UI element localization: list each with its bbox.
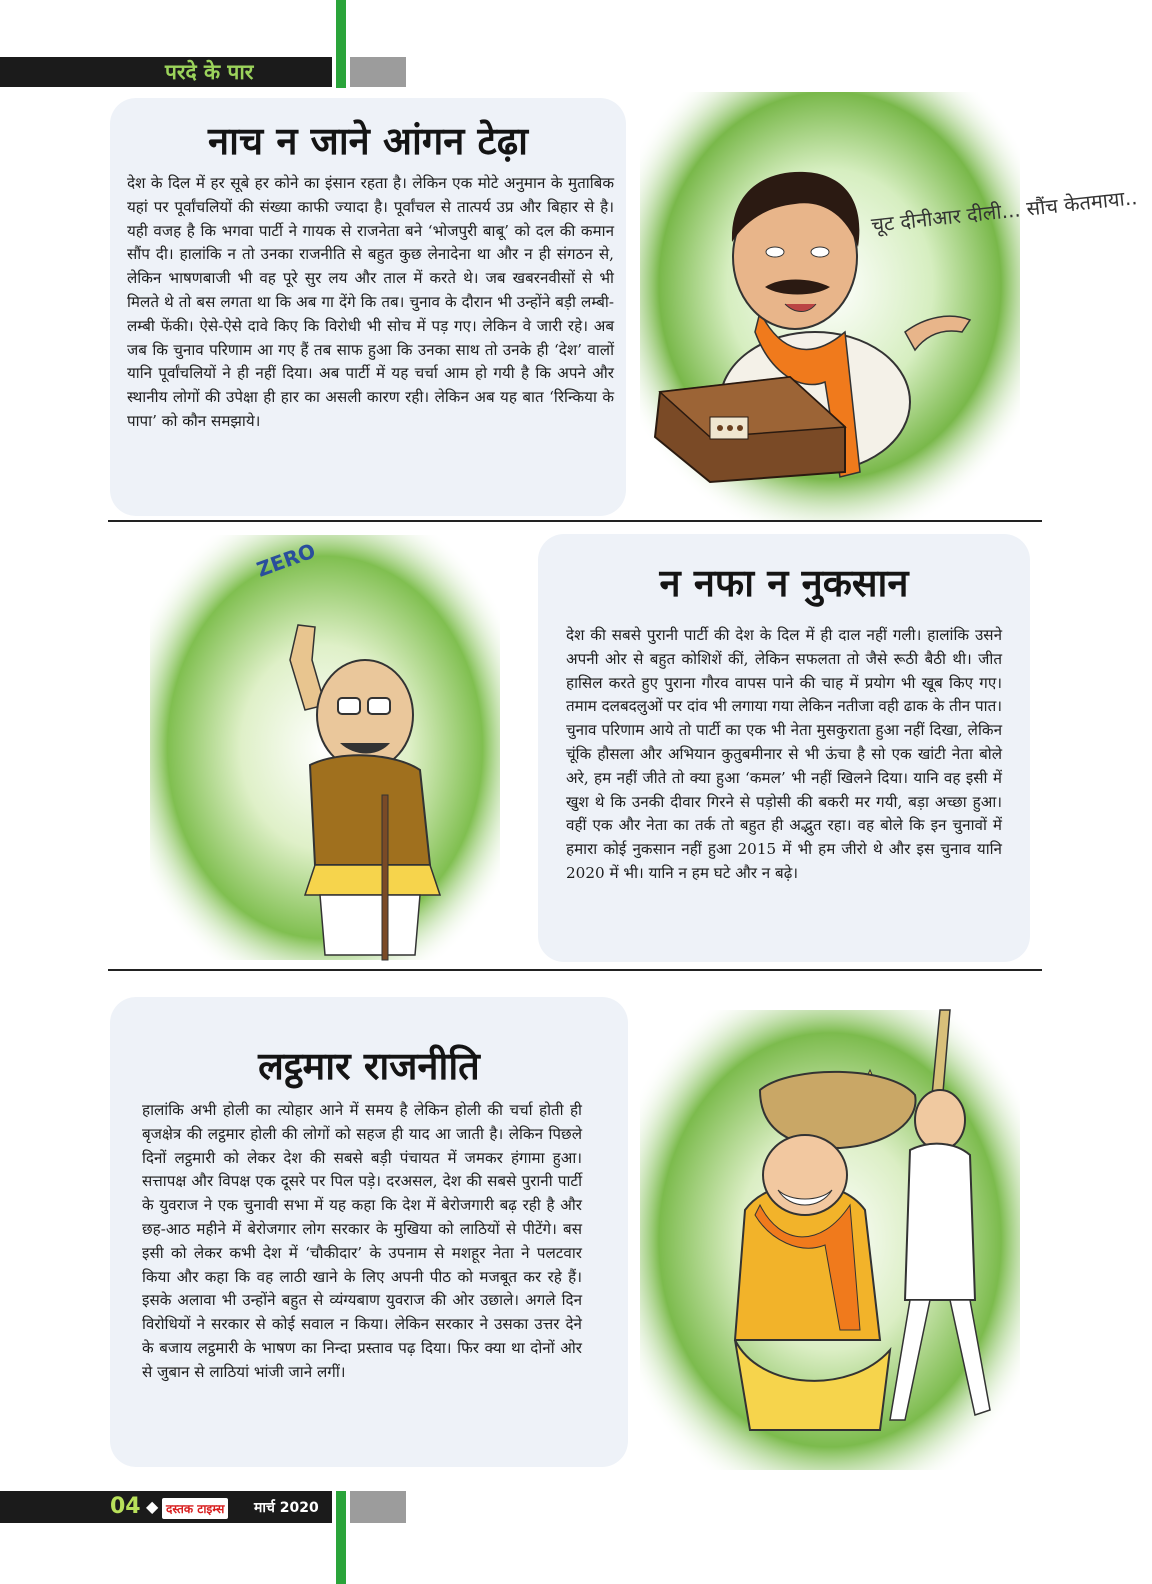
magazine-logo: दस्तक टाइम्स: [162, 1498, 228, 1519]
cartoon-harmonium-singer: [640, 92, 1139, 522]
footer-separator: ◆: [146, 1497, 159, 1516]
article-2-headline: न नफा न नुकसान: [659, 561, 909, 605]
cartoon-lathmar-politics: [640, 1010, 1020, 1470]
issue-date: मार्च 2020: [254, 1500, 319, 1516]
article-1-headline: नाच न जाने आंगन टेढ़ा: [208, 119, 528, 163]
top-green-stripe: [336, 0, 346, 88]
page-number: 04: [110, 1494, 141, 1519]
article-2-body: देश की सबसे पुरानी पार्टी की देश के दिल में ही दाल नहीं गली। हालांकि उसने अपनी ओर से बहुत कोशिशें कीं, लेकिन सफलता तो जैसे रूठी बैठी थी। जीत हासिल करते हुए पुराना गौरव वापस पाने की चाह में प्रयोग भी खूब किए गए। तमाम दलबदलुओं पर दांव भी लगाया गया लेकिन नतीजा वही ढाक के तीन पात। चुनाव परिणाम आये तो पार्टी का एक भी नेता मुसकुराता हुआ नहीं दिखा, लेकिन चूंकि हौसला और अभियान कुतुबमीनार से भी ऊंचा है सो एक खांटी नेता बोले अरे, हम नहीं जीते तो क्या हुआ ‘कमल’ भी नहीं खिलने दिया। यानि वह इसी में खुश थे कि उनकी दीवार गिरने से पड़ोसी की बकरी मर गयी, बड़ा अच्छा हुआ। वहीं एक और नेता का तर्क तो बहुत ही अद्भुत रहा। वह बोले कि इन चुनावों में हमारा कोई नुकसान नहीं हुआ 2015 में भी हम जीरो थे और इस चुनाव यानि 2020 में भी। यानि न हम घटे और न बढ़े।: [566, 626, 1002, 882]
top-grey-block: [350, 57, 406, 87]
bottom-green-stripe: [336, 1491, 346, 1584]
divider-2: [108, 969, 1042, 971]
bottom-grey-block: [350, 1491, 406, 1523]
section-title: परदे के पार: [165, 60, 254, 84]
cartoon-old-leader-zero: [150, 535, 500, 960]
article-3-body: हालांकि अभी होली का त्योहार आने में समय है लेकिन होली की चर्चा होती ही बृजक्षेत्र की लट्ठमार होली की लोगों को सहज ही याद आ जाती है। लेकिन पिछले दिनों लट्ठमारी को लेकर देश की सबसे बड़ी पंचायत में जमकर हंगामा हुआ। सत्तापक्ष और विपक्ष एक दूसरे पर पिल पड़े। दरअसल, देश की सबसे पुरानी पार्टी के युवराज ने एक चुनावी सभा में यह कहा कि देश में बेरोजगारी बढ़ रही है और छह-आठ महीने में बेरोजगार लोग सरकार के मुखिया को लाठियों से पीटेंगे। बस इसी को लेकर कभी देश में ‘चौकीदार’ के उपनाम से मशहूर नेता ने पलटवार किया और कहा कि वह लाठी खाने के लिए अपनी पीठ को मजबूत कर रहे हैं। इसके अलावा भी उन्होंने बहुत से व्यंग्यबाण युवराज की ओर उछाले। अगले दिन विरोधियों ने सरकार से कोई सवाल न किया। लेकिन सरकार ने उसका उत्तर देने के बजाय लट्ठमारी के भाषण का निन्दा प्रस्ताव पढ़ दिया। फिर क्या था दोनों ओर से जुबान से लाठियां भांजी जाने लगीं।: [142, 1101, 582, 1381]
article-1-body: देश के दिल में हर सूबे हर कोने का इंसान रहता है। लेकिन एक मोटे अनुमान के मुताबिक यहां पर पूर्वांचलियों की संख्या काफी ज्यादा है। पूर्वांचल से तात्पर्य उप्र और बिहार से है। यही वजह है कि भगवा पार्टी ने गायक से राजनेता बने ‘भोजपुरी बाबू’ को दल की कमान सौंप दी। हालांकि न तो उनका राजनीति से बहुत कुछ लेनादेना था और न ही संगठन से, लेकिन भाषणबाजी भी वह पूरे सुर लय और ताल में करते थे। जब खबरनवीसों से भी मिलते थे तो बस लगता था कि अब गा देंगे कि तब। चुनाव के दौरान भी उन्होंने बड़ी लम्बी-लम्बी फेंकी। ऐसे-ऐसे दावे किए कि विरोधी भी सोच में पड़ गए। लेकिन वे जारी रहे। अब जब कि चुनाव परिणाम आ गए हैं तब साफ हुआ कि उनका साथ तो उनके ही ‘देश’ वालों यानि पूर्वांचलियों ने ही नहीं दिया। अब पार्टी में यह चर्चा आम हो गयी है कि अपने और स्थानीय लोगों की उपेक्षा ही हार का असली कारण रही। लेकिन अब यह बात ‘रिन्किया के पापा’ को कौन समझाये।: [127, 174, 614, 430]
divider-1: [108, 520, 1042, 522]
cartoon-1-caption: चूट दीनीआर दीली... सौंच केतमाया..: [870, 185, 1139, 237]
article-3-headline: लट्ठमार राजनीति: [258, 1044, 480, 1088]
zero-label: ZERO: [253, 538, 319, 582]
